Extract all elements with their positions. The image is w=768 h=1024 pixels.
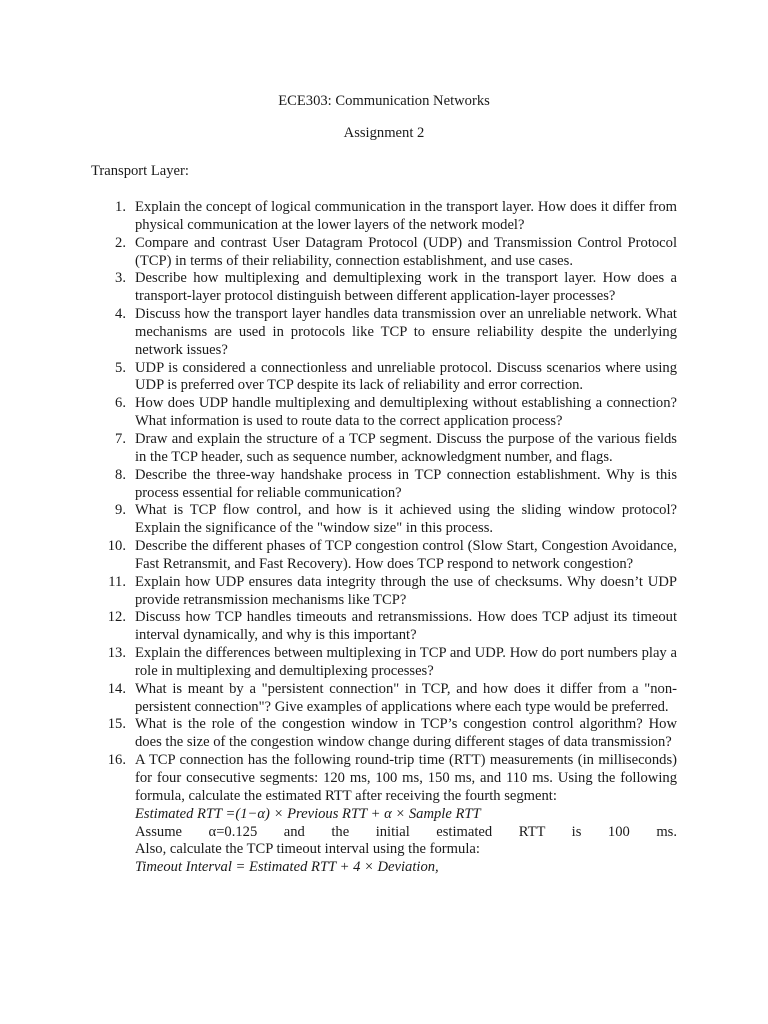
- question-text: Explain the differences between multiplexing in TCP and UDP. How do port numbers play a role in multiplexing and demultiplexing processes?: [135, 645, 677, 679]
- question-number: 11.: [108, 573, 126, 590]
- question-number: 5.: [115, 359, 126, 376]
- question-text: What is TCP flow control, and how is it achieved using the sliding window protocol? Explain the significance of the "window size" in this process.: [135, 502, 677, 537]
- question-item: [91, 360, 677, 396]
- question-number: 15.: [107, 716, 126, 733]
- question-text: Describe how multiplexing and demultiplexing work in the transport layer. How does a transport-layer protocol distinguish between different application-layer processes?: [135, 270, 677, 305]
- question-number: 3.: [115, 270, 126, 287]
- question-item: [91, 431, 677, 467]
- question-item: [91, 681, 677, 717]
- question-number: 1.: [115, 199, 126, 215]
- question-number: 7.: [115, 430, 126, 447]
- question-item: [91, 306, 677, 360]
- question-item: [91, 645, 677, 681]
- question-item: [91, 467, 677, 503]
- assumption-line: Assume α=0.125 and the initial estimated RTT is 100 ms.: [135, 823, 677, 840]
- question-text: Discuss how the transport layer handles data transmission over an unreliable network. What mechanisms are used in protocols like TCP to ensure reliability despite the underlying network issues?: [135, 306, 677, 358]
- course-title: ECE303: Communication Networks: [278, 93, 490, 109]
- question-number: 12.: [107, 609, 126, 626]
- question-number: 8.: [115, 466, 126, 483]
- question-text: How does UDP handle multiplexing and demultiplexing without establishing a connection? What information is used to route data to the correct application process?: [135, 395, 677, 430]
- question-text: Compare and contrast User Datagram Protocol (UDP) and Transmission Control Protocol (TCP) in terms of their reliability, connection establishment, and use cases.: [135, 234, 677, 269]
- question-text: What is the role of the congestion window in TCP’s congestion control algorithm? How does the size of the congestion window change during different stages of data transmission?: [135, 716, 677, 751]
- question-text: Describe the three-way handshake process in TCP connection establishment. Why is this process essential for reliable communication?: [135, 466, 677, 501]
- question-number: 2.: [115, 234, 126, 251]
- question-item: [91, 609, 677, 645]
- question-item: [91, 574, 677, 610]
- question-item: [91, 395, 677, 431]
- question-16-intro: A TCP connection has the following round-trip time (RTT) measurements (in milliseconds) for four consecutive segments: 120 ms, 100 ms, 150 ms, and 110 ms. Using the following formula, calculate the estimated RTT after receiving the fourth segment:: [135, 752, 677, 804]
- question-text: Draw and explain the structure of a TCP segment. Discuss the purpose of the various fields in the TCP header, such as sequence number, acknowledgment number, and flags.: [135, 430, 677, 465]
- question-text: Discuss how TCP handles timeouts and retransmissions. How does TCP adjust its timeout interval dynamically, and why is this important?: [135, 609, 677, 644]
- question-text: Describe the different phases of TCP congestion control (Slow Start, Congestion Avoidance, Fast Retransmit, and Fast Recovery). How does TCP respond to network congestion?: [135, 538, 677, 572]
- question-number: 13.: [107, 645, 126, 662]
- question-text: UDP is considered a connectionless and unreliable protocol. Discuss scenarios where using UDP is preferred over TCP despite its lack of reliability and error correction.: [135, 359, 677, 394]
- question-item-16: [91, 752, 677, 877]
- section-heading: Transport Layer:: [91, 163, 189, 179]
- question-item: [91, 502, 677, 538]
- question-number: 6.: [115, 395, 126, 412]
- question-item: [91, 235, 677, 271]
- question-item: [91, 270, 677, 306]
- question-text: Explain how UDP ensures data integrity through the use of checksums. Why doesn’t UDP provide retransmission mechanisms like TCP?: [135, 573, 677, 608]
- estimated-rtt-formula: Estimated RTT =(1−α) × Previous RTT + α × Sample RTT: [135, 805, 481, 822]
- question-number: 9.: [115, 502, 126, 519]
- question-item: [91, 538, 677, 574]
- question-number: 10.: [107, 538, 126, 555]
- timeout-instruction: Also, calculate the TCP timeout interval using the formula:: [135, 841, 480, 858]
- assignment-title: Assignment 2: [343, 125, 425, 141]
- timeout-interval-formula: Timeout Interval = Estimated RTT + 4 × Deviation,: [135, 859, 439, 876]
- question-item: [91, 199, 677, 235]
- question-text: What is meant by a "persistent connection" in TCP, and how does it differ from a "non-persistent connection"? Give examples of applications where each type would be preferred.: [135, 680, 677, 715]
- question-list: [91, 199, 677, 877]
- question-number: 14.: [107, 680, 126, 697]
- question-item: [91, 716, 677, 752]
- question-number: 16.: [107, 752, 126, 769]
- question-text: Explain the concept of logical communication in the transport layer. How does it differ from physical communication at the lower layers of the network model?: [135, 199, 677, 233]
- question-number: 4.: [115, 306, 126, 323]
